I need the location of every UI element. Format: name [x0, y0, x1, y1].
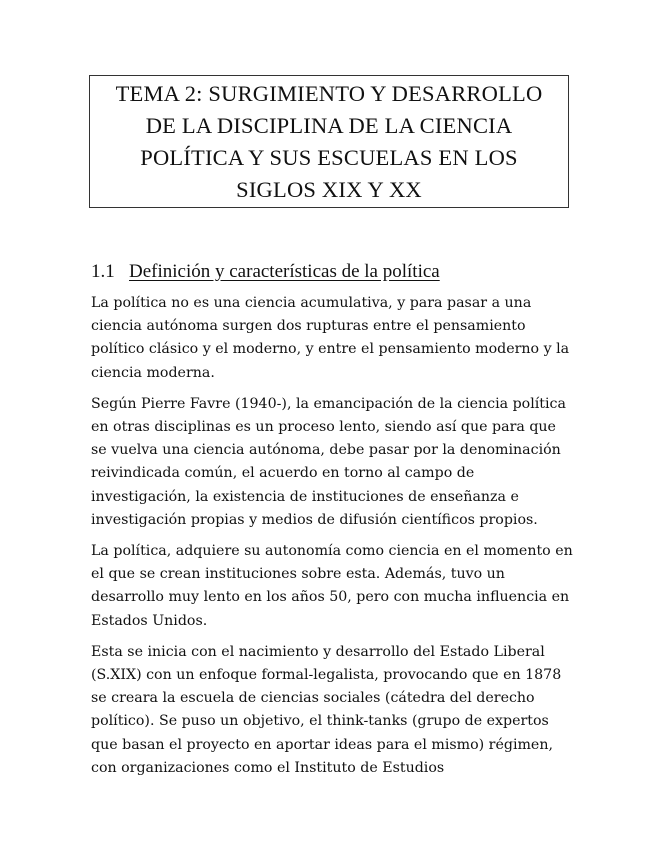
paragraph-3: La política, adquiere su autonomía como ciencia en el momento en el que se crean instituciones sobre esta. Además, tuvo un desarrollo muy lento en los años 50, pero con mucha influencia en Estados Unidos. — [91, 543, 573, 629]
body-text — [91, 292, 573, 788]
document-title: TEMA 2: SURGIMIENTO Y DESARROLLO DE LA DISCIPLINA DE LA CIENCIA POLÍTICA Y SUS ESCUELAS EN LOS SIGLOS XIX Y XX — [115, 80, 543, 202]
section-title: Definición y características de la política — [129, 261, 440, 282]
section-number: 1.1 — [91, 261, 115, 282]
title-box — [89, 75, 569, 208]
paragraph-2: Según Pierre Favre (1940-), la emancipación de la ciencia política en otras disciplinas es un proceso lento, siendo así que para que se vuelva una ciencia autónoma, debe pasar por la denominación reivindicada común, el acuerdo en torno al campo de investigación, la existencia de instituciones de enseñanza e investigación propias y medios de difusión científicos propios. — [91, 395, 566, 528]
section-heading — [91, 259, 440, 285]
paragraph-1: La política no es una ciencia acumulativa, y para pasar a una ciencia autónoma surgen dos rupturas entre el pensamiento político clásico y el moderno, y entre el pensamiento moderno y la ciencia moderna. — [91, 295, 570, 381]
paragraph-4: Esta se inicia con el nacimiento y desarrollo del Estado Liberal (S.XIX) con un enfoque formal-legalista, provocando que en 1878 se creara la escuela de ciencias sociales (cátedra del derecho político). Se puso un objetivo, el think-tanks (grupo de expertos que basan el proyecto en aportar ideas para el mismo) régimen, con organizaciones como el Instituto de Estudios — [91, 643, 562, 776]
